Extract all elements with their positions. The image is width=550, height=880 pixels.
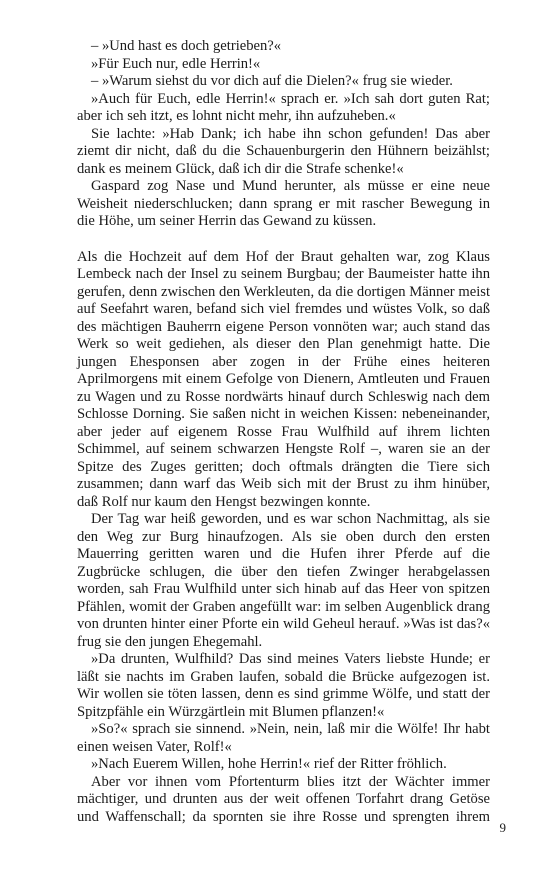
paragraph: Gaspard zog Nase und Mund herunter, als müsse er eine neue Weisheit niederschlucken; dann sprang er mit rascher Bewegung in die Höhe, um seiner Herrin das Gewand zu küssen. (77, 178, 490, 229)
paragraph: – »Warum siehst du vor dich auf die Dielen?« frug sie wieder. (91, 73, 453, 89)
paragraph: Der Tag war heiß geworden, und es war schon Nachmittag, als sie den Weg zur Burg hinaufzogen. Als sie oben durch den ersten Mauerring geritten waren und die Hufen ihrer Pferde auf die Zugbrücke schlugen, die über den tiefen Zwinger herabgelassen worden, sah Frau Wulfhild unter sich hinab auf das Heer von spitzen Pfählen, womit der Graben angefüllt war: im selben Augenblick drang von drunten hinter einer Pforte ein wild Geheul herauf. »Was ist das?« frug sie den jungen Ehegemahl. (77, 511, 490, 650)
paragraph: – »Und hast es doch getrieben?« (91, 38, 282, 54)
body-text (77, 38, 490, 826)
page-number: 9 (499, 820, 506, 835)
paragraph: »So?« sprach sie sinnend. »Nein, nein, laß mir die Wölfe! Ihr habt einen weisen Vater, Rolf!« (77, 721, 490, 755)
section-start-paragraph: Als die Hochzeit auf dem Hof der Braut gehalten war, zog Klaus Lembeck nach der Insel zu seinem Burgbau; der Baumeister hatte ihn gerufen, denn zwischen den Werkleuten, da die dortigen Männer meist auf Seefahrt waren, befand sich viel fremdes und wüstes Volk, so daß des mächtigen Bauherrn eigene Person vonnöten war; auch stand das Werk so weit gediehen, als dieser den Plan genehmigt hatte. Die jungen Ehesponsen aber zogen in der Frühe eines heiteren Aprilmorgens mit einem Gefolge von Dienern, Amtleuten und Frauen zu Wagen und zu Rosse nordwärts hinauf durch Schleswig nach dem Schlosse Dorning. Sie saßen nicht in weichen Kissen: nebeneinander, aber jeder auf eigenem Rosse Frau Wulfhild auf ihrem lichten Schimmel, auf seinem schwarzen Hengste Rolf –, waren sie an der Spitze des Zuges geritten; doch oftmals drängten die Tiere sich zusammen; dann warf das Weib sich mit der Brust zu ihm hinüber, daß Rolf nur kaum den Hengst bezwingen konnte. (77, 248, 490, 510)
paragraph: Sie lachte: »Hab Dank; ich habe ihn schon gefunden! Das aber ziemt dir nicht, daß du die Schauenburgerin den Hühnern beizählst; dank es meinem Glück, daß ich dir die Strafe schenke!« (77, 125, 490, 177)
paragraph: »Nach Euerem Willen, hohe Herrin!« rief der Ritter fröhlich. (91, 756, 447, 772)
paragraph: »Für Euch nur, edle Herrin!« (91, 55, 261, 72)
paragraph: »Da drunten, Wulfhild? Das sind meines Vaters liebste Hunde; er läßt sie nachts im Graben laufen, sobald die Brücke aufgezogen ist. Wir wollen sie töten lassen, denn es sind grimme Wölfe, und statt der Spitzpfähle ein Würzgärtlein mit Blumen pflanzen!« (77, 651, 490, 720)
paragraph: Aber vor ihnen vom Pfortenturm blies itzt der Wächter immer mächtiger, und drunten aus der weit offenen Torfahrt drang Getöse und Waffenschall; da spornten sie ihre Rosse und sprengten ihrem (77, 773, 490, 825)
paragraph: »Auch für Euch, edle Herrin!« sprach er. »Ich sah dort guten Rat; aber ich seh itzt, es lohnt nicht mehr, ihn aufzuheben.« (77, 90, 490, 124)
